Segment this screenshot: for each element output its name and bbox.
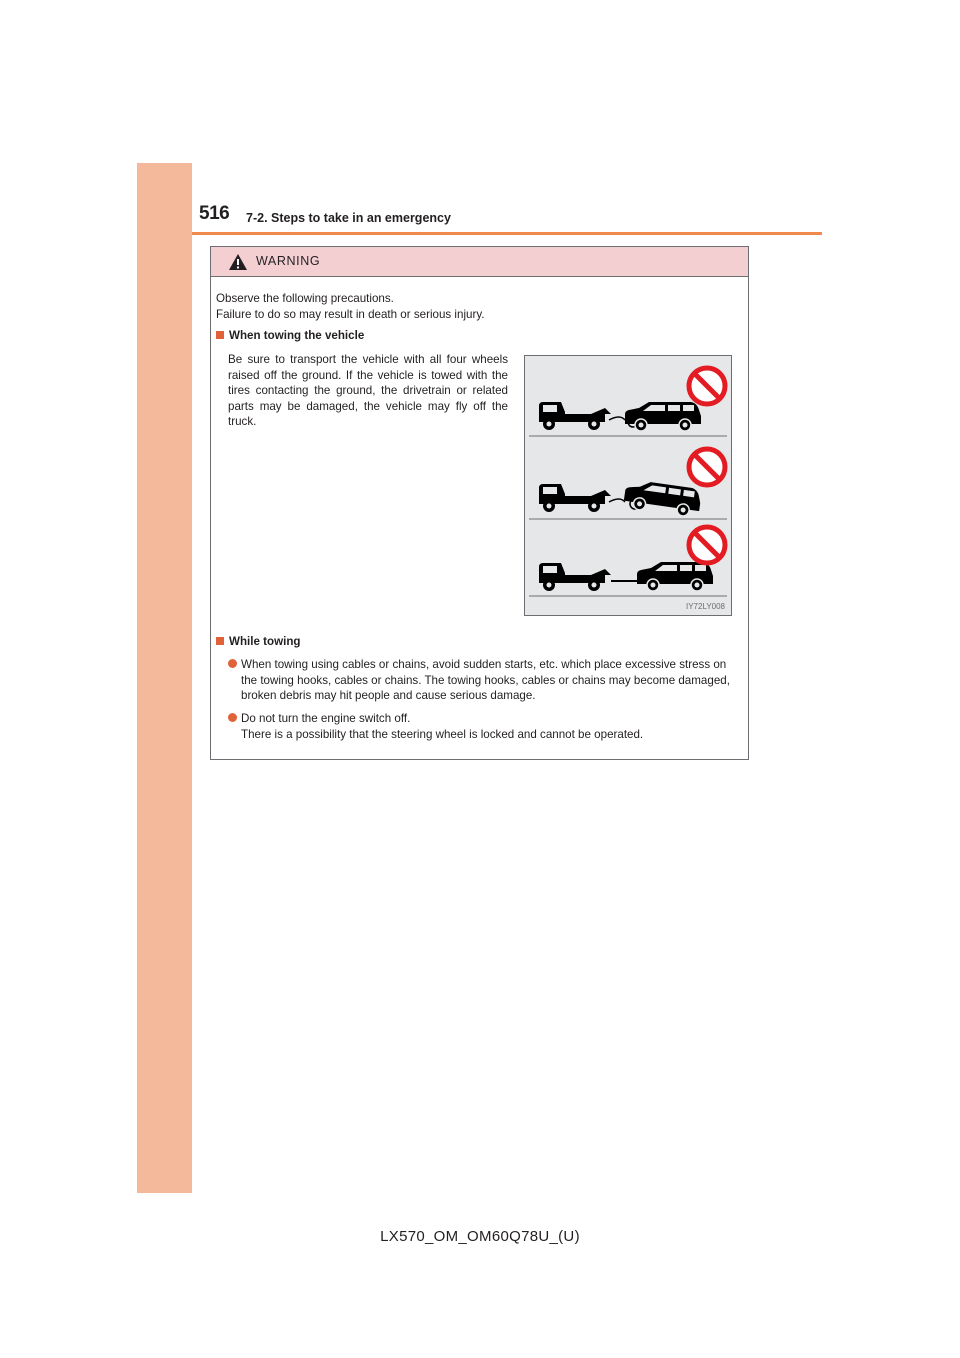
side-tab (137, 163, 192, 1193)
heading-when-towing (216, 328, 364, 344)
circle-bullet-icon (228, 659, 237, 668)
bullet-engine-switch-line2: There is a possibility that the steering wheel is locked and cannot be operated. (241, 727, 644, 741)
bullet-cables-chains-text: When towing using cables or chains, avoid sudden starts, etc. which place excessive stress on the towing hooks, cables or chains. The towing hooks, cables or chains may become damaged, broken debris may hit people and cause serious damage. (241, 658, 730, 702)
warning-header (211, 247, 748, 277)
warning-triangle-icon (228, 253, 248, 271)
bullet-engine-switch (228, 711, 744, 742)
page-number: 516 (199, 203, 230, 224)
heading-when-towing-text: When towing the vehicle (229, 329, 365, 342)
bullet-cables-chains (228, 657, 744, 704)
warning-intro (216, 291, 736, 322)
circle-bullet-icon (228, 713, 237, 722)
footer-model-code: LX570_OM_OM60Q78U_(U) (380, 1228, 580, 1245)
section-title: 7-2. Steps to take in an emergency (246, 211, 451, 225)
towing-illustration (524, 355, 732, 616)
square-bullet-icon (216, 637, 224, 645)
heading-while-towing-text: While towing (229, 635, 301, 648)
warning-title: WARNING (256, 254, 321, 268)
intro-line-1: Observe the following precautions. (216, 292, 394, 305)
bullet-engine-switch-line1: Do not turn the engine switch off. (241, 712, 411, 725)
illustration-code: IY72LY008 (686, 602, 725, 611)
heading-while-towing (216, 634, 300, 650)
intro-line-2: Failure to do so may result in death or serious injury. (216, 307, 485, 321)
bullet-engine-switch-row (228, 711, 744, 727)
when-towing-text: Be sure to transport the vehicle with all four wheels raised off the ground. If the vehicle is towed with the tires contacting the ground, the drivetrain or related parts may be damaged, the vehicle may fly off the truck. (228, 353, 508, 428)
bullet-cables-chains-row (228, 657, 744, 704)
square-bullet-icon (216, 331, 224, 339)
towing-prohibited-diagram (525, 356, 731, 615)
header-rule (192, 232, 822, 235)
warning-box (210, 246, 749, 760)
